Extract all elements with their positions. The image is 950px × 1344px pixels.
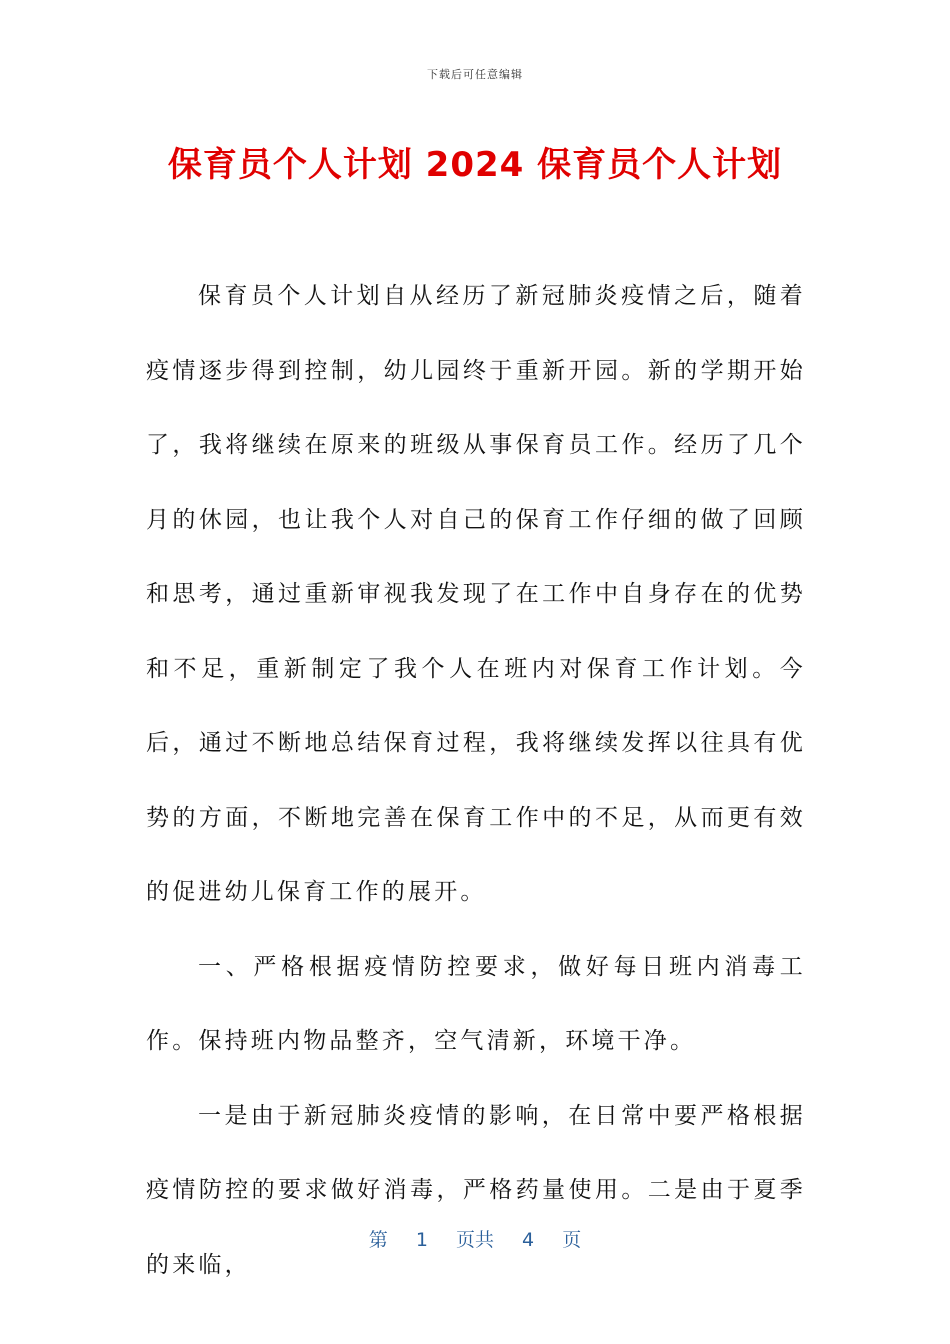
footer-prefix: 第 — [368, 1229, 388, 1251]
paragraph-point-one: 一是由于新冠肺炎疫情的影响，在日常中要严格根据疫情防控的要求做好消毒，严格药量使用。二是由于夏季的来临， — [146, 1102, 806, 1278]
page-footer — [0, 1225, 950, 1252]
footer-current-page: 1 — [415, 1229, 428, 1251]
footer-total-pages: 4 — [522, 1229, 535, 1251]
footer-suffix: 页 — [562, 1229, 582, 1251]
footer-mid: 页共 — [455, 1229, 494, 1251]
paragraph-intro: 保育员个人计划自从经历了新冠肺炎疫情之后，随着疫情逐步得到控制，幼儿园终于重新开园。新的学期开始了，我将继续在原来的班级从事保育员工作。经历了几个月的休园，也让我个人对自己的保育工作仔细的做了回顾和思考，通过重新审视我发现了在工作中自身存在的优势和不足，重新制定了我个人在班内对保育工作计划。今后，通过不断地总结保育过程，我将继续发挥以往具有优势的方面，不断地完善在保育工作中的不足，从而更有效的促进幼儿保育工作的展开。 — [146, 283, 806, 905]
paragraph-section-one: 一、严格根据疫情防控要求，做好每日班内消毒工作。保持班内物品整齐，空气清新，环境干净。 — [146, 953, 806, 1054]
header-note: 下载后可任意编辑 — [427, 68, 523, 81]
document-title: 保育员个人计划 2024 保育员个人计划 — [167, 145, 783, 185]
document-body — [146, 259, 806, 1302]
